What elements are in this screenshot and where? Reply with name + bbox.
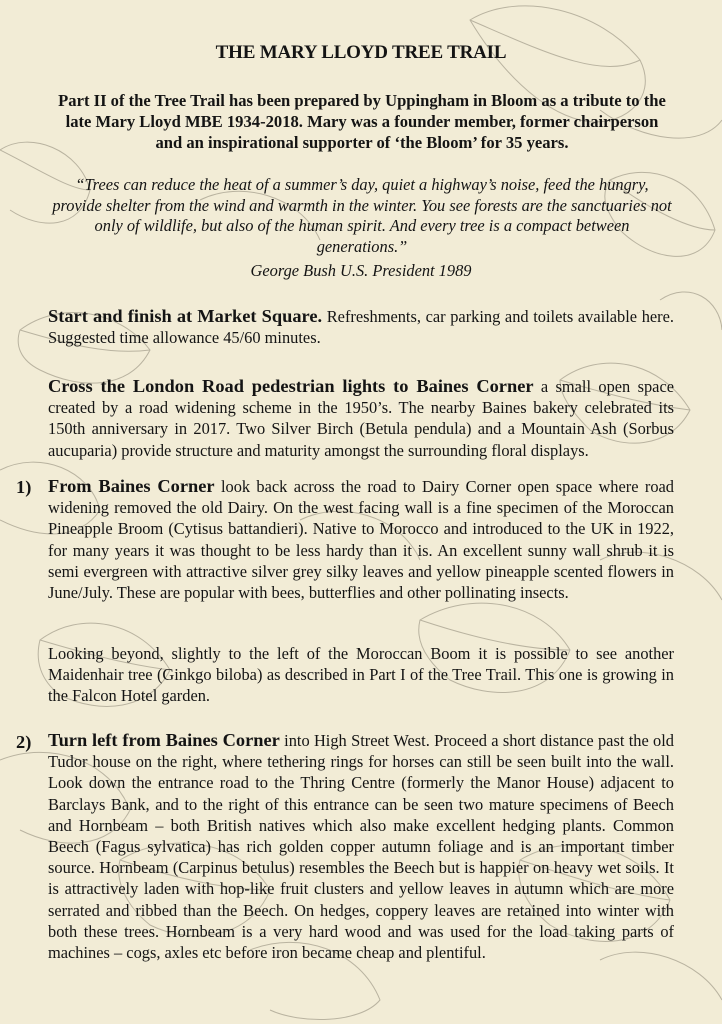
step-2-lead: Turn left from Baines Corner bbox=[48, 730, 280, 750]
step-1-lead: From Baines Corner bbox=[48, 476, 215, 496]
step-1-text: look back across the road to Dairy Corner open space where road widening removed the old Dairy. On the west facing wall is a fine specimen of the Moroccan Pineapple Broom (Cytisus battandieri). Native to Morocco and introduced to the UK in 1922, for many years it was thought to be less hardy than it is. An excellent sunny wall shrub it is semi evergreen with attractive silver grey silky leaves and yellow pineapple scented flowers in June/July. These are popular with bees, butterflies and other pollinating insects. bbox=[48, 477, 674, 603]
step-1-extra-paragraph: Looking beyond, slightly to the left of the Moroccan Boom it is possible to see another Maidenhair tree (Ginkgo biloba) as described in Part I of the Tree Trail. This one is growing in the Falcon Hotel garden. bbox=[48, 644, 674, 706]
quote-paragraph: “Trees can reduce the heat of a summer’s day, quiet a highway’s noise, feed the hungry, provide shelter from the wind and warmth in the winter. You see forests are the sanctuaries not only of wildlife, but also of the human spirit. And every tree is a compact between generations.” bbox=[52, 175, 672, 256]
quote-attribution: George Bush U.S. President 1989 bbox=[250, 261, 472, 280]
start-text: Refreshments, car parking and toilets available here. Suggested time allowance 45/60 minutes. bbox=[48, 307, 674, 348]
cross-paragraph bbox=[48, 376, 674, 461]
step-2-text: into High Street West. Proceed a short distance past the old Tudor house on the right, where tethering rings for horses can still be seen built into the wall. Look down the entrance road to the Thring Centre (formerly the Manor House) adjacent to Barclays Bank, and to the right of this entrance can be seen two mature specimens of Beech and Hornbeam – both British natives which also make excellent hedging plants. Common Beech (Fagus sylvatica) has rich golden copper autumn foliage and is an important timber source. Hornbeam (Carpinus betulus) resembles the Beech but is happier on heavy wet soils. It is attractively laden with hop-like fruit clusters and yellow leaves in autumn which are more serrated and ribbed than the Beech. On hedges, coppery leaves are retained into winter with both these trees. Hornbeam is a very hard wood and was used for the load taking parts of machines – cogs, axles etc before iron became cheap and plentiful. bbox=[48, 731, 675, 963]
step-2-number: 2) bbox=[16, 732, 32, 752]
document-title: THE MARY LLOYD TREE TRAIL bbox=[215, 42, 507, 63]
step-1-paragraph bbox=[48, 476, 674, 603]
start-paragraph bbox=[48, 306, 674, 348]
start-lead: Start and finish at Market Square. bbox=[48, 306, 323, 326]
step-1-number: 1) bbox=[16, 477, 32, 497]
step-2-paragraph bbox=[48, 730, 674, 963]
cross-text: a small open space created by a road widening scheme in the 1950’s. The nearby Baines bakery celebrated its 150th anniversary in 2017. Two Silver Birch (Betula pendula) and a Mountain Ash (Sorbus aucuparia) provide structure and maturity amongst the surrounding floral displays. bbox=[48, 377, 674, 460]
intro-paragraph: Part II of the Tree Trail has been prepared by Uppingham in Bloom as a tribute to the late Mary Lloyd MBE 1934-2018. Mary was a founder member, former chairperson and an inspirational supporter of ‘the Bloom’ for 35 years. bbox=[58, 91, 666, 153]
cross-lead: Cross the London Road pedestrian lights to Baines Corner bbox=[48, 376, 534, 396]
